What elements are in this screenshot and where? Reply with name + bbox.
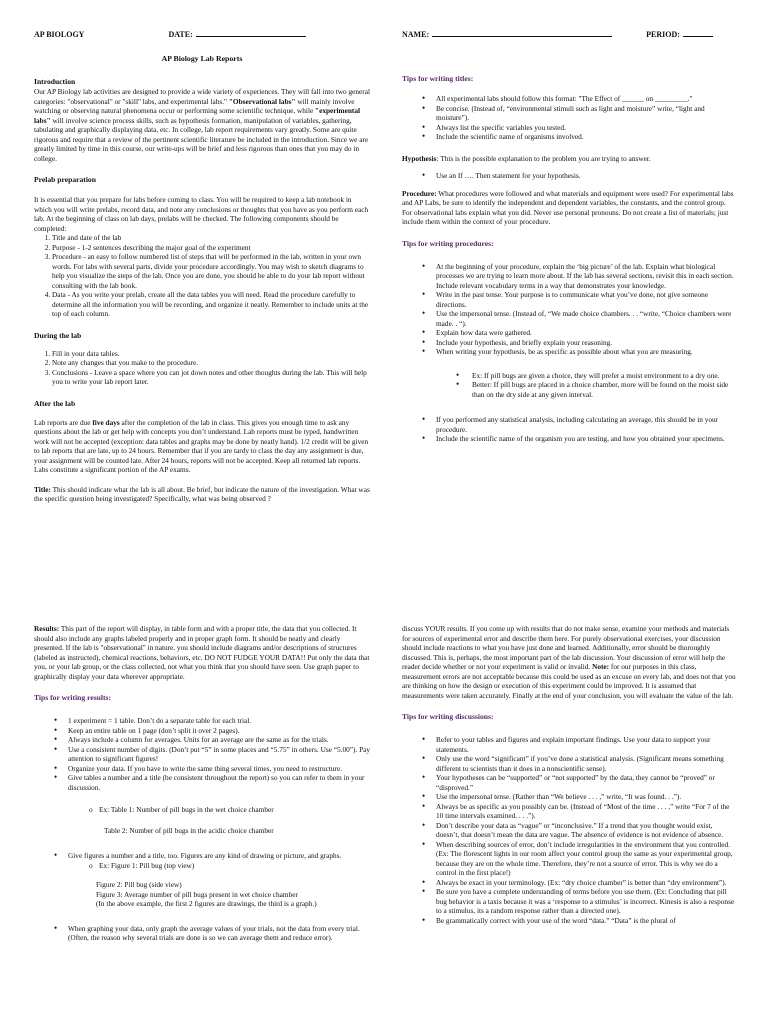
titles-tips-list (402, 94, 736, 142)
sub-bullet-marker: o (89, 805, 93, 814)
list-item: • Always be as specific as you possibly can be. (Instead of “Most of the time . . . ,” write “For 7 of the 10 time intervals examined. . . .”). (436, 802, 736, 821)
list-item: • Include your hypothesis, and briefly explain your reasoning. (436, 338, 736, 348)
hypothesis-list (402, 171, 736, 181)
list-item: • Your hypotheses can be “supported” or “not supported” by the data, they cannot be “proved” or “disproved.” (436, 773, 736, 792)
list-item: 2. Purpose - 1-2 sentences describing the major goal of the experiment (52, 243, 370, 253)
figures-list (34, 851, 370, 861)
after-text-2: after the completion of the lab in class. This gives you enough time to ask any questions about the lab or get help with concepts you don’t understand. Lab reports must be typed, handwritten work will not be accepted (exception: data tables and graphs may be done by neatly hand). 1/2 credit will be given to lab reports that are late, up to 24 hours. Remember that if you are tardy to class the day any assignment is due, your assignment will be counted late. After 24 hours, reports will not be accepted. Keep all returned lab reports. Labs constitute a significant portion of the AP exams. (34, 417, 369, 474)
list-item: • Give figures a number and a title, too. Figures are any kind of drawing or picture, and graphs. (68, 851, 370, 861)
figure-example-2: Figure 2: Pill bug (side view) (96, 880, 182, 889)
discussion-paragraph (402, 624, 736, 700)
results-text: This part of the report will display, in table form and with a proper title, the data that you collected. It should also include any graphs labeled properly and in proper graph form. It should be neatly and clearly presented. If the lab is "observational" in nature, you should include diagrams and/or descriptions of structures (labeled as instructed), chemical reactions, behaviors, etc. DO NOT FUDGE YOUR DATA!! Put only the data that you, or your lab group, or the class collected, not what you think that you should have seen. Use graph paper to graphically display your data wherever appropriate. (34, 624, 370, 681)
list-item: 1. Fill in your data tables. (52, 349, 370, 359)
discussion-text-2: for our purposes in this class, measurement errors are not acceptable because this could be used as an excuse on every lab, and does not that you are thinking on how the design or execution of this experiment could be improved. It is assumed that measurements were taken accurately. Finally at the end of your conclusion, you will evaluate the value of the lab. (402, 662, 736, 700)
list-item: • Keep an entire table on 1 page (don’t split it over 2 pages). (68, 726, 370, 736)
after-text: Lab reports are due (34, 417, 93, 427)
procedure-text: What procedures were followed and what materials and equipment were used? For experimental labs and AP Labs, be sure to identify the independent and dependent variables, the constants, and the control group. For observational labs explain what you did. Never use personal pronouns. Do not create a list of materials; just include them within the context of your procedure. (402, 188, 734, 226)
procedure-label: Procedure: (402, 188, 437, 198)
header-right (402, 28, 736, 40)
procedure-paragraph (402, 189, 736, 227)
hypothesis-text: : This is the possible explanation to the problem you are trying to answer. (436, 153, 651, 163)
figure-example-3: Figure 3: Average number of pill bugs present in wet choice chamber (96, 889, 298, 899)
list-item: • All experimental labs should follow this format: "The Effect of ______ on _________." (436, 94, 736, 104)
discussion-tips-heading: Tips for writing discussions: (402, 712, 494, 721)
list-item: 3. Procedure - an easy to follow numbered list of steps that will be performed in the lab, written in your own words. For labs with several parts, divide your procedure accordingly. You may wish to sketch diagrams to help you visualize the steps of the lab. Once you are done, you should be able to do your lab report without consulting with the lab book. (52, 252, 370, 290)
list-item: • Be grammatically correct with your use of the word “data.” “Data” is the plural of (436, 916, 736, 926)
date-blank (196, 28, 306, 37)
table-example-text: Ex: Table 1: Number of pill bugs in the wet choice chamber (99, 805, 274, 814)
results-paragraph (34, 624, 370, 681)
list-item: • When graphing your data, only graph the average values of your trials, not the data from every trial. (Often, the reason why several trials are done is so we can average them and reduce error). (68, 924, 370, 943)
after-heading: After the lab (34, 398, 76, 408)
list-item: 1. Title and date of the lab (52, 233, 370, 243)
list-item: • Only use the word “significant” if you’ve done a statistical analysis. (Significant means something different to scientists than it does in a nonscientific sense). (436, 754, 736, 773)
list-item: • Use an If …. Then statement for your hypothesis. (436, 171, 736, 181)
date-label: DATE: (168, 30, 193, 39)
title-label: Title: (34, 484, 51, 494)
procedure-tips-heading: Tips for writing procedures: (402, 238, 494, 248)
figure-example-4: (In the above example, the first 2 figures are drawings, the third is a graph.) (96, 899, 317, 908)
discussion-tips-list (402, 735, 736, 925)
list-item: • Don’t describe your data as “vague” or “inconclusive.” If a trend that you thought would exist, doesn’t, that doesn’t mean the data are vague. The absence of evidence is not evidence of absence. (436, 821, 736, 840)
titles-tips-heading: Tips for writing titles: (402, 74, 474, 83)
hypothesis-label: Hypothesis (402, 153, 437, 163)
title-text: This should indicate what the lab is all about. Be brief, but indicate the nature of the investigation. What was the specific question being investigated? Specifically, what was being observed ? (34, 484, 370, 503)
page-2-right (402, 624, 736, 1024)
prelab-paragraph: It is essential that you prepare for labs before coming to class. You will be required to keep a lab notebook in which you will write prelabs, record data, and note any conclusions or thoughts that you have as you perform each lab. At the beginning of class on lab days, prelabs will be checked. The following components should be completed: (34, 195, 369, 233)
name-blank (432, 28, 612, 37)
list-item: • At the beginning of your procedure, explain the ‘big picture’ of the lab. Explain what biological processes we are trying to learn more about. If the lab has several sections, revisit this in each section. Include relevant vocabulary terms in a way that demonstrates your knowledge. (436, 262, 736, 291)
list-item: • Write in the past tense. Your purpose is to communicate what you’ve done, not give someone directions. (436, 290, 736, 309)
table-example-2: Table 2: Number of pill bugs in the acidic choice chamber (104, 825, 274, 835)
after-paragraph (34, 418, 370, 475)
list-item: • Include the scientific name of organisms involved. (436, 132, 736, 142)
list-item: • Use the impersonal tense. (Instead of, “We made choice chambers. . . “write, “Choice chambers were made. . “). (436, 309, 736, 328)
course-label: AP BIOLOGY (34, 30, 85, 39)
results-label: Results: (34, 624, 60, 633)
page-1-right (402, 28, 736, 588)
list-item: • Refer to your tables and figures and explain important findings. Use your data to support your statements. (436, 735, 736, 754)
list-item: • Explain how data were gathered. (436, 328, 736, 338)
prelab-list (34, 233, 370, 319)
graph-list (34, 924, 370, 943)
note-label: Note: (592, 662, 610, 671)
observational-term: "Observational labs" (228, 96, 296, 106)
period-blank (683, 28, 713, 37)
list-item: • Use the impersonal tense. (Rather than “We believe . . . ,” write, “It was found. . .”). (436, 792, 736, 802)
procedure-tips-list (402, 262, 736, 357)
five-days-term: five days (92, 417, 120, 427)
list-item: 2. Note any changes that you make to the procedure. (52, 358, 370, 368)
prelab-heading: Prelab preparation (34, 175, 96, 184)
document-title: AP Biology Lab Reports (161, 54, 243, 63)
intro-paragraph (34, 87, 370, 163)
list-item: • 1 experiment = 1 table. Don’t do a separate table for each trial. (68, 716, 370, 726)
intro-text-3: will involve science process skills, such as hypothesis formation, manipulation of variables, gathering, tabulating and graphically displaying data, etc. In college, lab report requirements vary greatly. Some are quite rigorous and require that a review of the pertinent scientific literature be included in the introduction. Since we are greatly limited by time in this course, our write-ups will be brief and less rigorous than ones that you may do in college. (34, 115, 369, 163)
figure-example-block (34, 880, 370, 909)
page-1-left (34, 28, 370, 588)
list-item: • Always include a column for averages. Units for an average are the same as for the trials. (68, 735, 370, 745)
list-item: 3. Conclusions - Leave a space where you can jot down notes and other thoughts during the lab. This will help you to write your lab report later. (52, 368, 370, 387)
list-item: • Be concise. (Instead of, “environmental stimuli such as light and moisture” write, “light and moisture”). (436, 104, 736, 123)
during-heading: During the lab (34, 330, 82, 340)
list-item: • If you performed any statistical analysis, including calculating an average, this should be in your procedure. (436, 415, 736, 434)
list-item: • Ex: If pill bugs are given a choice, they will prefer a moist environment to a dry one. (472, 371, 736, 381)
page-2-left (34, 624, 370, 1024)
list-item: • Better: If pill bugs are placed in a choice chamber, more will be found on the moist side than on the dry side at any given interval. (472, 380, 736, 399)
list-item: • Be sure you have a complete understanding of terms before you use them. (Ex: Concluding that pill bug behavior is a taxis because it was a ‘response to a stimulus’ is incorrect. Kinesis is also a response to a stimulus, its a random response rather than a directed one). (436, 887, 736, 916)
intro-heading: Introduction (34, 77, 76, 86)
intro-text: Our AP Biology lab activities are designed to provide a wide variety of experiences. They will fall into two general categories: "observational" or "skill" labs, and experimental labs." (34, 87, 370, 106)
table-example-1 (34, 805, 370, 815)
results-tips-list (34, 716, 370, 792)
list-item: • Give tables a number and a title (be consistent throughout the report) so you can refer to them in your discussion. (68, 773, 370, 792)
figure-example-text: Ex: Figure 1: Pill bug (top view) (99, 860, 195, 870)
title-paragraph (34, 485, 370, 504)
discussion-text: discuss YOUR results. If you come up with results that do not make sense, examine your methods and materials for sources of experimental error and describe them here. For purely observational exercises, your discussion should include reactions to what you have just done and learned. Additionally, error should be thoroughly discussed. This is, perhaps, the most important part of the lab discussion. Your discussion of error will help the reader decide whether or not your experiment is valid or invalid. (402, 624, 730, 671)
list-item: • When writing your hypothesis, be as specific as possible about what you are measuring. (436, 347, 736, 357)
procedure-tips-list-2 (402, 415, 736, 444)
list-item: 4. Data - As you write your prelab, create all the data tables you will need. Read the procedure carefully to determine all the information you will be recording, and organize it neatly. Remember to include units at the top of each column. (52, 290, 370, 319)
header-left (34, 28, 370, 40)
period-label: PERIOD: (646, 30, 680, 39)
name-label: NAME: (402, 30, 430, 39)
list-item: • Always list the specific variables you tested. (436, 123, 736, 133)
hypothesis-examples-list (402, 371, 736, 400)
hypothesis-paragraph (402, 154, 736, 164)
list-item: • Organize your data. If you have to write the same thing several times, you need to restructure. (68, 764, 370, 774)
results-tips-heading: Tips for writing results: (34, 693, 111, 702)
list-item: • Always be exact in your terminology. (Ex: “dry choice chamber” is better than “dry environment”). (436, 878, 736, 888)
sub-bullet-marker: o (89, 860, 93, 870)
experimental-term: "experimental labs" (34, 106, 361, 125)
list-item: • Use a consistent number of digits. (Don’t put “5” in some places and “5.75” in others. Use “5.00”). Pay attention to significant figures! (68, 745, 370, 764)
list-item: • When describing sources of error, don’t include irregularities in the environment that you controlled. (Ex: The florescent lights in our room affect your control group the same as your experimental group, because they are on the whole time. Therefore, they’re not a source of error. This is why we do a control in the first place!) (436, 840, 736, 878)
during-list (34, 349, 370, 387)
list-item: • Include the scientific name of the organism you are testing, and how you obtained your specimens. (436, 434, 736, 444)
figure-example-1 (34, 861, 370, 871)
intro-text-2: will mainly involve watching or observing natural phenomena occur or performing some scientific technique, while (34, 96, 355, 115)
